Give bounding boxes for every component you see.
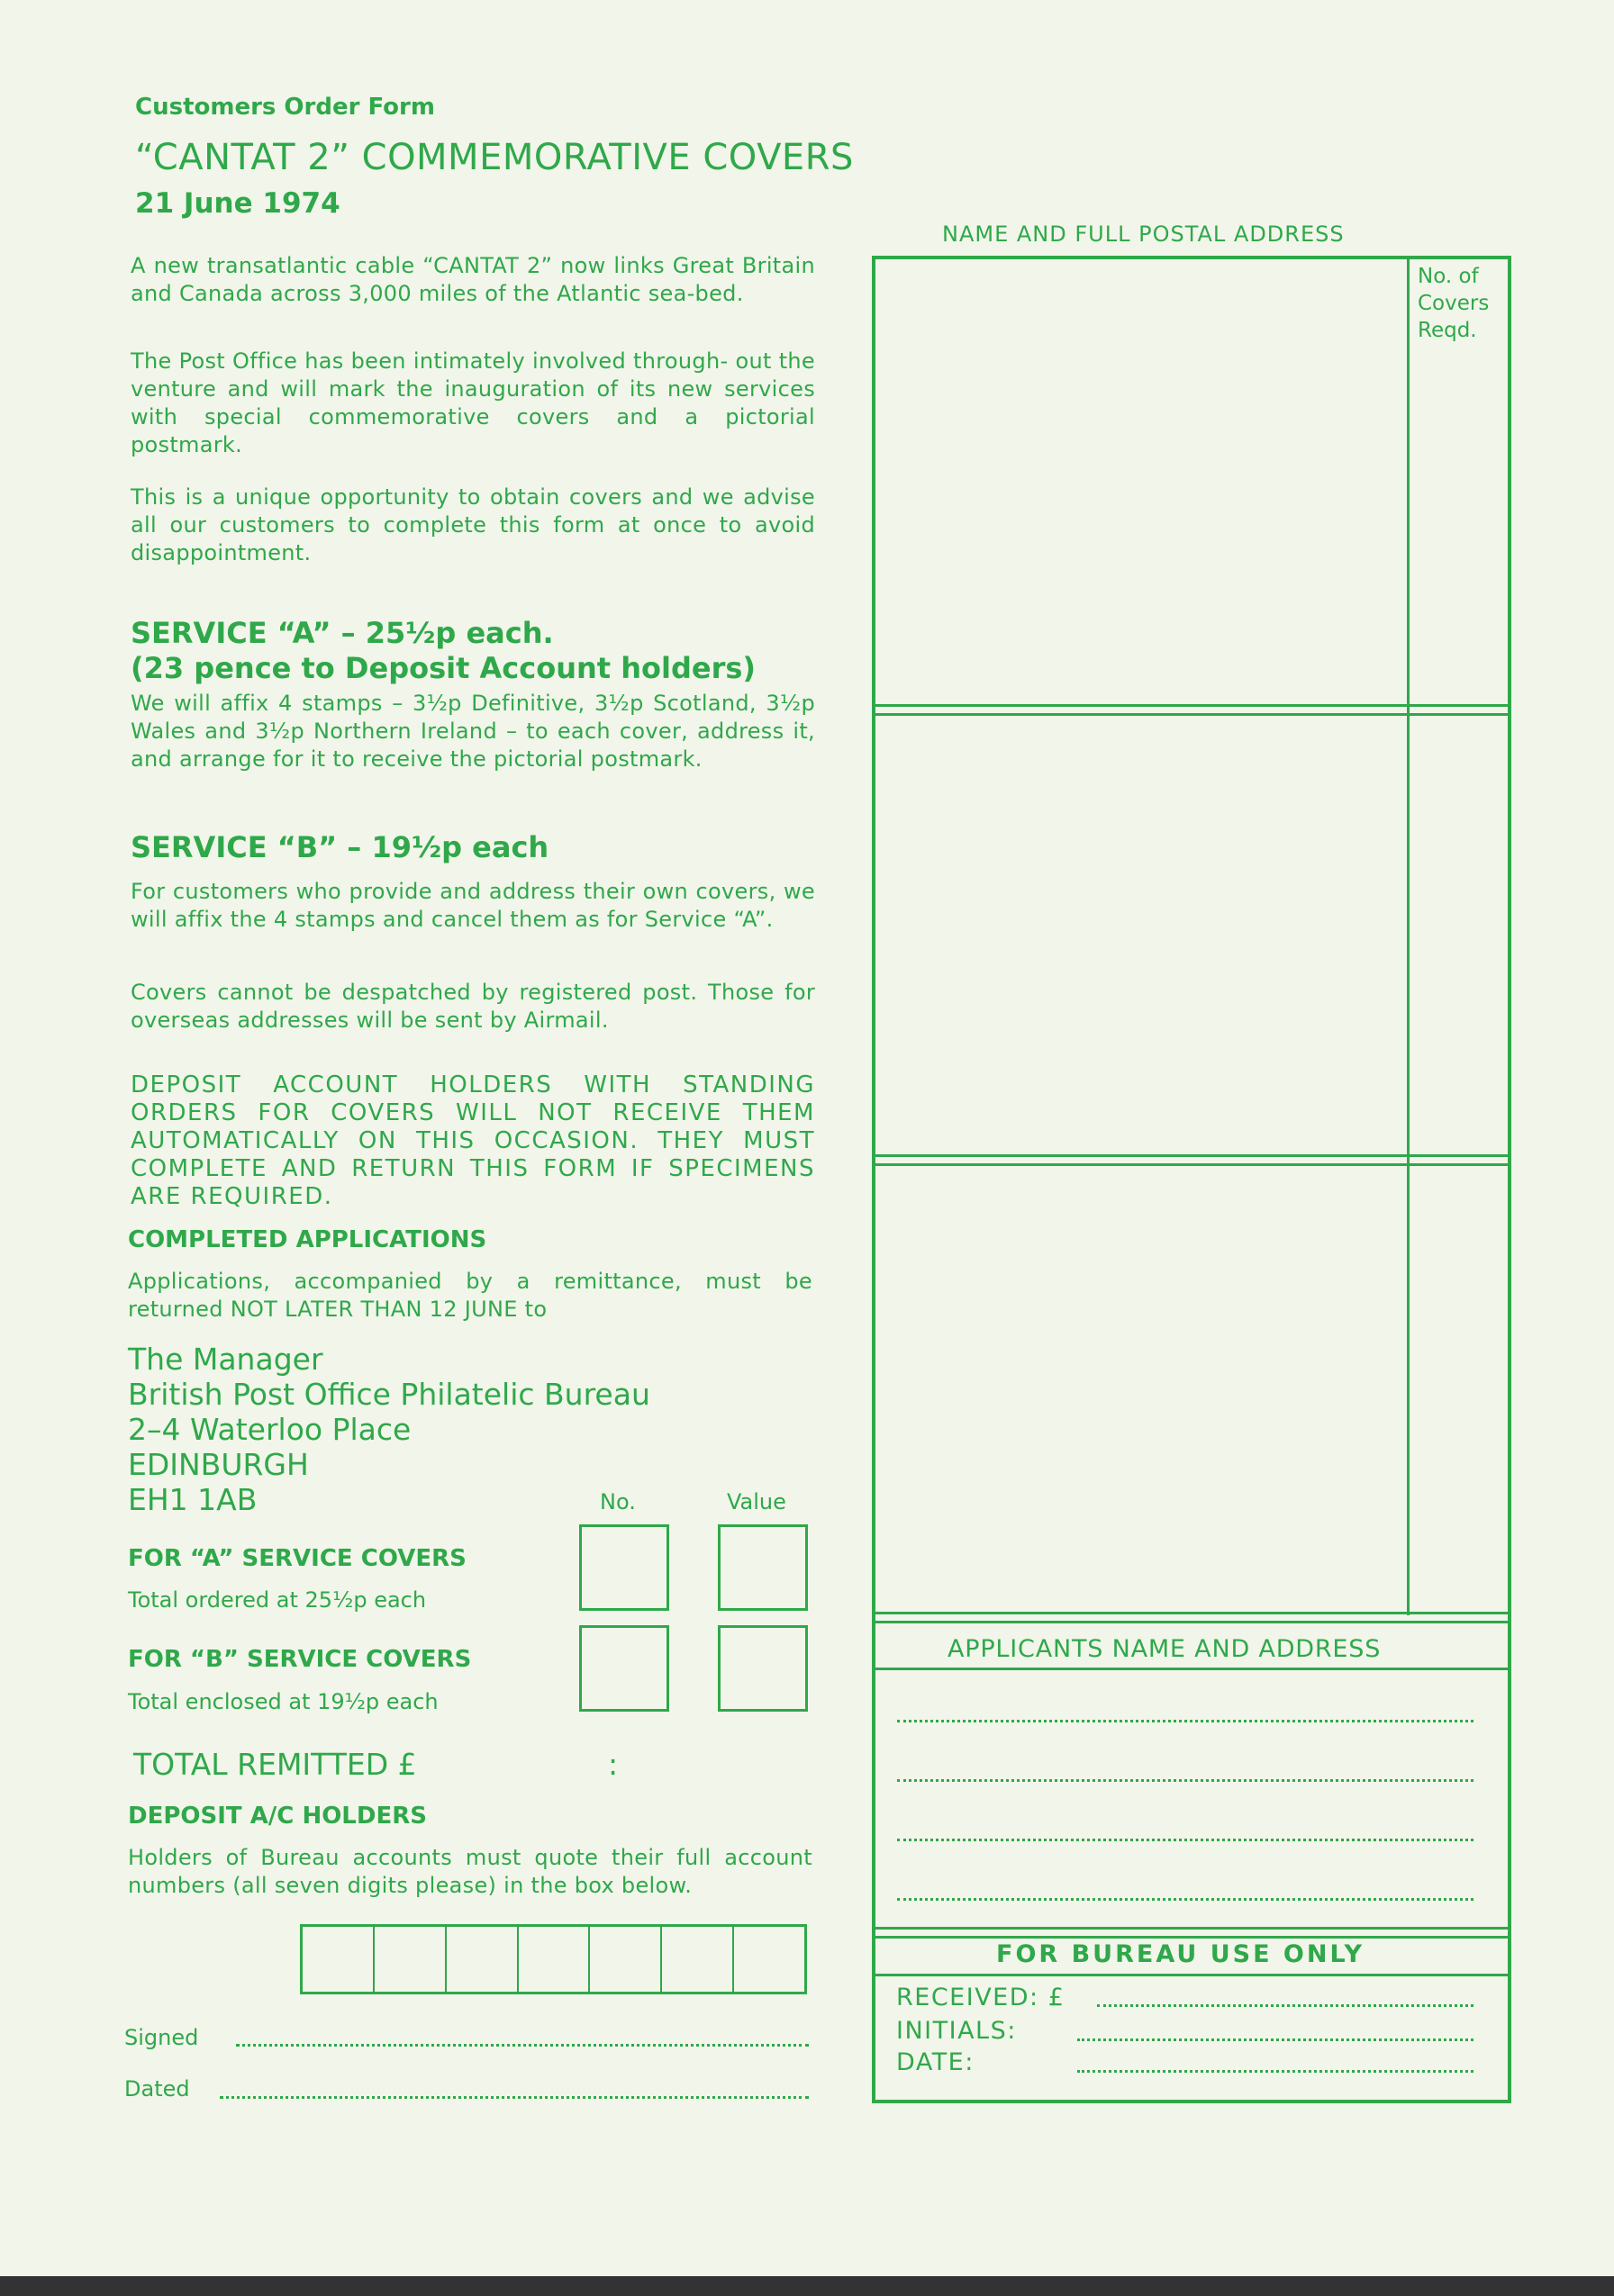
a-service-heading: FOR “A” SERVICE COVERS — [128, 1545, 467, 1572]
account-digit-box[interactable] — [734, 1927, 804, 1992]
address-line-5: EH1 1AB — [128, 1482, 258, 1517]
address-entry-3[interactable] — [878, 1169, 1404, 1608]
address-line-1: The Manager — [128, 1342, 323, 1377]
account-digit-box[interactable] — [447, 1927, 519, 1992]
applicant-line-2[interactable] — [897, 1779, 1473, 1782]
column-no-label: No. — [600, 1489, 636, 1514]
service-b-text: For customers who provide and address their own covers, we will affix the 4 stamps and cancel them as for Service “A”. — [131, 879, 815, 932]
account-digit-box[interactable] — [519, 1927, 591, 1992]
b-number-box[interactable] — [579, 1625, 669, 1712]
deposit-text: Holders of Bureau accounts must quote their full account numbers (all seven digits please) in the box below. — [128, 1845, 812, 1898]
address-block-divider — [875, 1621, 1508, 1623]
completed-heading: COMPLETED APPLICATIONS — [128, 1226, 487, 1253]
address-entry-1[interactable] — [878, 261, 1404, 701]
service-a-text: We will affix 4 stamps – 3½p Definitive, 3½p Scotland, 3½p Wales and 3½p Northern Ireland – to each cover, address it, and arrange for it to receive the pictorial postmark. — [131, 691, 815, 772]
bureau-divider — [875, 1927, 1508, 1930]
applicant-line-1[interactable] — [897, 1720, 1473, 1722]
intro-paragraph-1: A new transatlantic cable “CANTAT 2” now links Great Britain and Canada across 3,000 miles of the Atlantic sea-bed. — [131, 253, 815, 306]
intro-paragraph-2: The Post Office has been intimately involved through- out the venture and will mark the inauguration of its new services with special commemorative covers and a pictorial postmark. — [131, 348, 815, 457]
applicants-heading: APPLICANTS NAME AND ADDRESS — [948, 1635, 1382, 1663]
address-block-divider — [875, 1163, 1508, 1166]
address-entry-2[interactable] — [878, 719, 1404, 1151]
form-date: 21 June 1974 — [135, 187, 340, 220]
address-line-4: EDINBURGH — [128, 1447, 309, 1482]
b-service-heading: FOR “B” SERVICE COVERS — [128, 1646, 472, 1673]
signed-line[interactable] — [236, 2044, 809, 2047]
scan-edge-shadow — [0, 2276, 1614, 2296]
address-block-divider — [875, 704, 1508, 707]
signed-label: Signed — [124, 2025, 199, 2050]
account-digit-box[interactable] — [662, 1927, 734, 1992]
address-line-3: 2–4 Waterloo Place — [128, 1412, 412, 1447]
applicants-heading-rule — [875, 1668, 1508, 1670]
bureau-heading-rule — [875, 1974, 1508, 1976]
initials-line[interactable] — [1077, 2038, 1473, 2041]
account-digit-box[interactable] — [303, 1927, 375, 1992]
initials-label: INITIALS: — [896, 2017, 1017, 2045]
service-b-note: Covers cannot be despatched by registered post. Those for overseas addresses will be sent by Airmail. — [131, 980, 815, 1033]
form-title: “CANTAT 2” COMMEMORATIVE COVERS — [135, 137, 854, 178]
total-remitted-label: TOTAL REMITTED £ — [133, 1747, 417, 1782]
dated-label: Dated — [124, 2076, 190, 2102]
address-block-divider — [875, 1612, 1508, 1614]
b-value-box[interactable] — [718, 1625, 808, 1712]
account-digit-box[interactable] — [375, 1927, 447, 1992]
date-line[interactable] — [1077, 2070, 1473, 2073]
bureau-divider — [875, 1936, 1508, 1939]
received-label: RECEIVED: £ — [896, 1984, 1065, 2011]
received-line[interactable] — [1097, 2004, 1473, 2007]
a-value-box[interactable] — [718, 1524, 808, 1611]
covers-required-label: No. of Covers Reqd. — [1418, 265, 1490, 342]
intro-paragraph-3: This is a unique opportunity to obtain covers and we advise all our customers to complete this form at once to avoid disappointment. — [131, 484, 815, 565]
service-a-heading: SERVICE “A” – 25½p each. — [131, 616, 554, 650]
address-panel-heading: NAME AND FULL POSTAL ADDRESS — [942, 221, 1345, 247]
applicant-line-4[interactable] — [897, 1898, 1473, 1901]
form-label: Customers Order Form — [135, 94, 435, 121]
total-separator: : — [608, 1747, 619, 1782]
dated-line[interactable] — [220, 2096, 809, 2099]
account-digit-box[interactable] — [590, 1927, 662, 1992]
account-number-boxes[interactable] — [300, 1924, 807, 1994]
completed-text: Applications, accompanied by a remittance, must be returned NOT LATER THAN 12 JUNE to — [128, 1269, 812, 1322]
bureau-heading: FOR BUREAU USE ONLY — [996, 1940, 1365, 1968]
service-b-heading: SERVICE “B” – 19½p each — [131, 830, 549, 864]
deposit-notice: DEPOSIT ACCOUNT HOLDERS WITH STANDING ORDERS FOR COVERS WILL NOT RECEIVE THEM AUTOMATICALLY ON THIS OCCASION. THEY MUST COMPLETE AND RETURN THIS FORM IF SPECIMENS ARE REQUIRED. — [131, 1071, 815, 1210]
address-line-2: British Post Office Philatelic Bureau — [128, 1377, 650, 1412]
a-number-box[interactable] — [579, 1524, 669, 1611]
a-service-text: Total ordered at 25½p each — [128, 1587, 427, 1613]
address-block-divider — [875, 1154, 1508, 1157]
deposit-heading: DEPOSIT A/C HOLDERS — [128, 1803, 427, 1830]
covers-column-divider — [1407, 258, 1410, 1615]
date-label: DATE: — [896, 2048, 975, 2076]
address-block-divider — [875, 713, 1508, 716]
column-value-label: Value — [727, 1489, 786, 1514]
applicant-line-3[interactable] — [897, 1839, 1473, 1841]
b-service-text: Total enclosed at 19½p each — [128, 1689, 439, 1714]
service-a-subheading: (23 pence to Deposit Account holders) — [131, 651, 757, 685]
